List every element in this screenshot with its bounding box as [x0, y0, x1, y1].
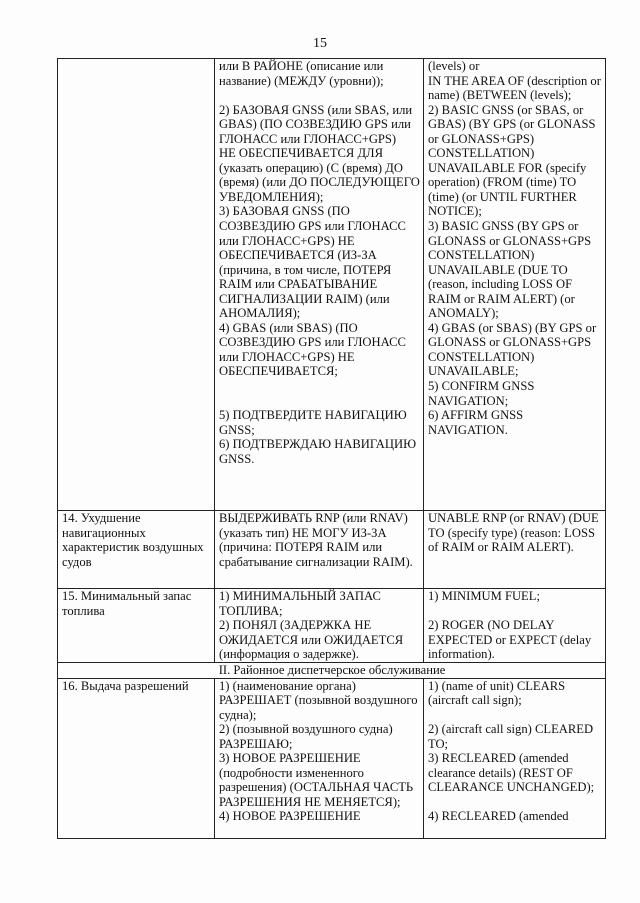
- section-header-row: [58, 663, 606, 679]
- table-row: [58, 59, 606, 511]
- english-phrase-cell: 1) (name of unit) CLEARS (aircraft call sign); 2) (aircraft call sign) CLEARED TO; 3) RECLEARED (amended clearance details) (REST OF CLEARANCE UNCHANGED); 4) RECLEARED (amended: [424, 678, 606, 838]
- table-row: [58, 589, 606, 663]
- section-header: II. Районное диспетчерское обслуживание: [58, 663, 606, 679]
- english-phrase-cell: (levels) or IN THE AREA OF (description or name) (BETWEEN (levels); 2) BASIC GNSS (or SBAS, or GBAS) (BY GPS (or GLONASS or GLONASS+GPS) CONSTELLATION) UNAVAILABLE FOR (specify operation) (FROM (time) TO (time) (or UNTIL FURTHER NOTICE); 3) BASIC GNSS (BY GPS or GLONASS or GLONASS+GPS CONSTELLATION) UNAVAILABLE (DUE TO (reason, including LOSS OF RAIM or RAIM ALERT) (or ANOMALY); 4) GBAS (or SBAS) (BY GPS or GLONASS or GLONASS+GPS CONSTELLATION) UNAVAILABLE; 5) CONFIRM GNSS NAVIGATION; 6) AFFIRM GNSS NAVIGATION.: [424, 59, 606, 511]
- russian-phrase-cell: или В РАЙОНЕ (описание или название) (МЕЖДУ (уровни)); 2) БАЗОВАЯ GNSS (или SBAS, или GBAS) (ПО СОЗВЕЗДИЮ GPS или ГЛОНАСС или ГЛОНАСС+GPS) НЕ ОБЕСПЕЧИВАЕТСЯ ДЛЯ (указать операцию) (С (время) ДО (время) (или ДО ПОСЛЕДУЮЩЕГО УВЕДОМЛЕНИЯ); 3) БАЗОВАЯ GNSS (ПО СОЗВЕЗДИЮ GPS или ГЛОНАСС или ГЛОНАСС+GPS) НЕ ОБЕСПЕЧИВАЕТСЯ (ИЗ-ЗА (причина, в том числе, ПОТЕРЯ RAIM или СРАБАТЫВАНИЕ СИГНАЛИЗАЦИИ RAIM) (или АНОМАЛИЯ); 4) GBAS (или SBAS) (ПО СОЗВЕЗДИЮ GPS или ГЛОНАСС или ГЛОНАСС+GPS) НЕ ОБЕСПЕЧИВАЕТСЯ; 5) ПОДТВЕРДИТЕ НАВИГАЦИЮ GNSS; 6) ПОДТВЕРЖДАЮ НАВИГАЦИЮ GNSS.: [215, 59, 424, 511]
- page-number: 15: [313, 36, 327, 51]
- topic-cell: 15. Минимальный запас топлива: [58, 589, 215, 663]
- topic-cell: 14. Ухудшение навигационных характеристик воздушных судов: [58, 511, 215, 589]
- russian-phrase-cell: 1) (наименование органа) РАЗРЕШАЕТ (позывной воздушного судна); 2) (позывной воздушного судна) РАЗРЕШАЮ; 3) НОВОЕ РАЗРЕШЕНИЕ (подробности измененного разрешения) (ОСТАЛЬНАЯ ЧАСТЬ РАЗРЕШЕНИЯ НЕ МЕНЯЕТСЯ); 4) НОВОЕ РАЗРЕШЕНИЕ: [215, 678, 424, 838]
- table-row: [58, 511, 606, 589]
- phraseology-table: [57, 58, 606, 839]
- russian-phrase-cell: ВЫДЕРЖИВАТЬ RNP (или RNAV) (указать тип) НЕ МОГУ ИЗ-ЗА (причина: ПОТЕРЯ RAIM или срабатывание сигнализации RAIM).: [215, 511, 424, 589]
- russian-phrase-cell: 1) МИНИМАЛЬНЫЙ ЗАПАС ТОПЛИВА; 2) ПОНЯЛ (ЗАДЕРЖКА НЕ ОЖИДАЕТСЯ или ОЖИДАЕТСЯ (информация о задержке).: [215, 589, 424, 663]
- table-row: [58, 678, 606, 838]
- topic-cell: [58, 59, 215, 511]
- topic-cell: 16. Выдача разрешений: [58, 678, 215, 838]
- english-phrase-cell: UNABLE RNP (or RNAV) (DUE TO (specify type) (reason: LOSS of RAIM or RAIM ALERT).: [424, 511, 606, 589]
- english-phrase-cell: 1) MINIMUM FUEL; 2) ROGER (NO DELAY EXPECTED or EXPECT (delay information).: [424, 589, 606, 663]
